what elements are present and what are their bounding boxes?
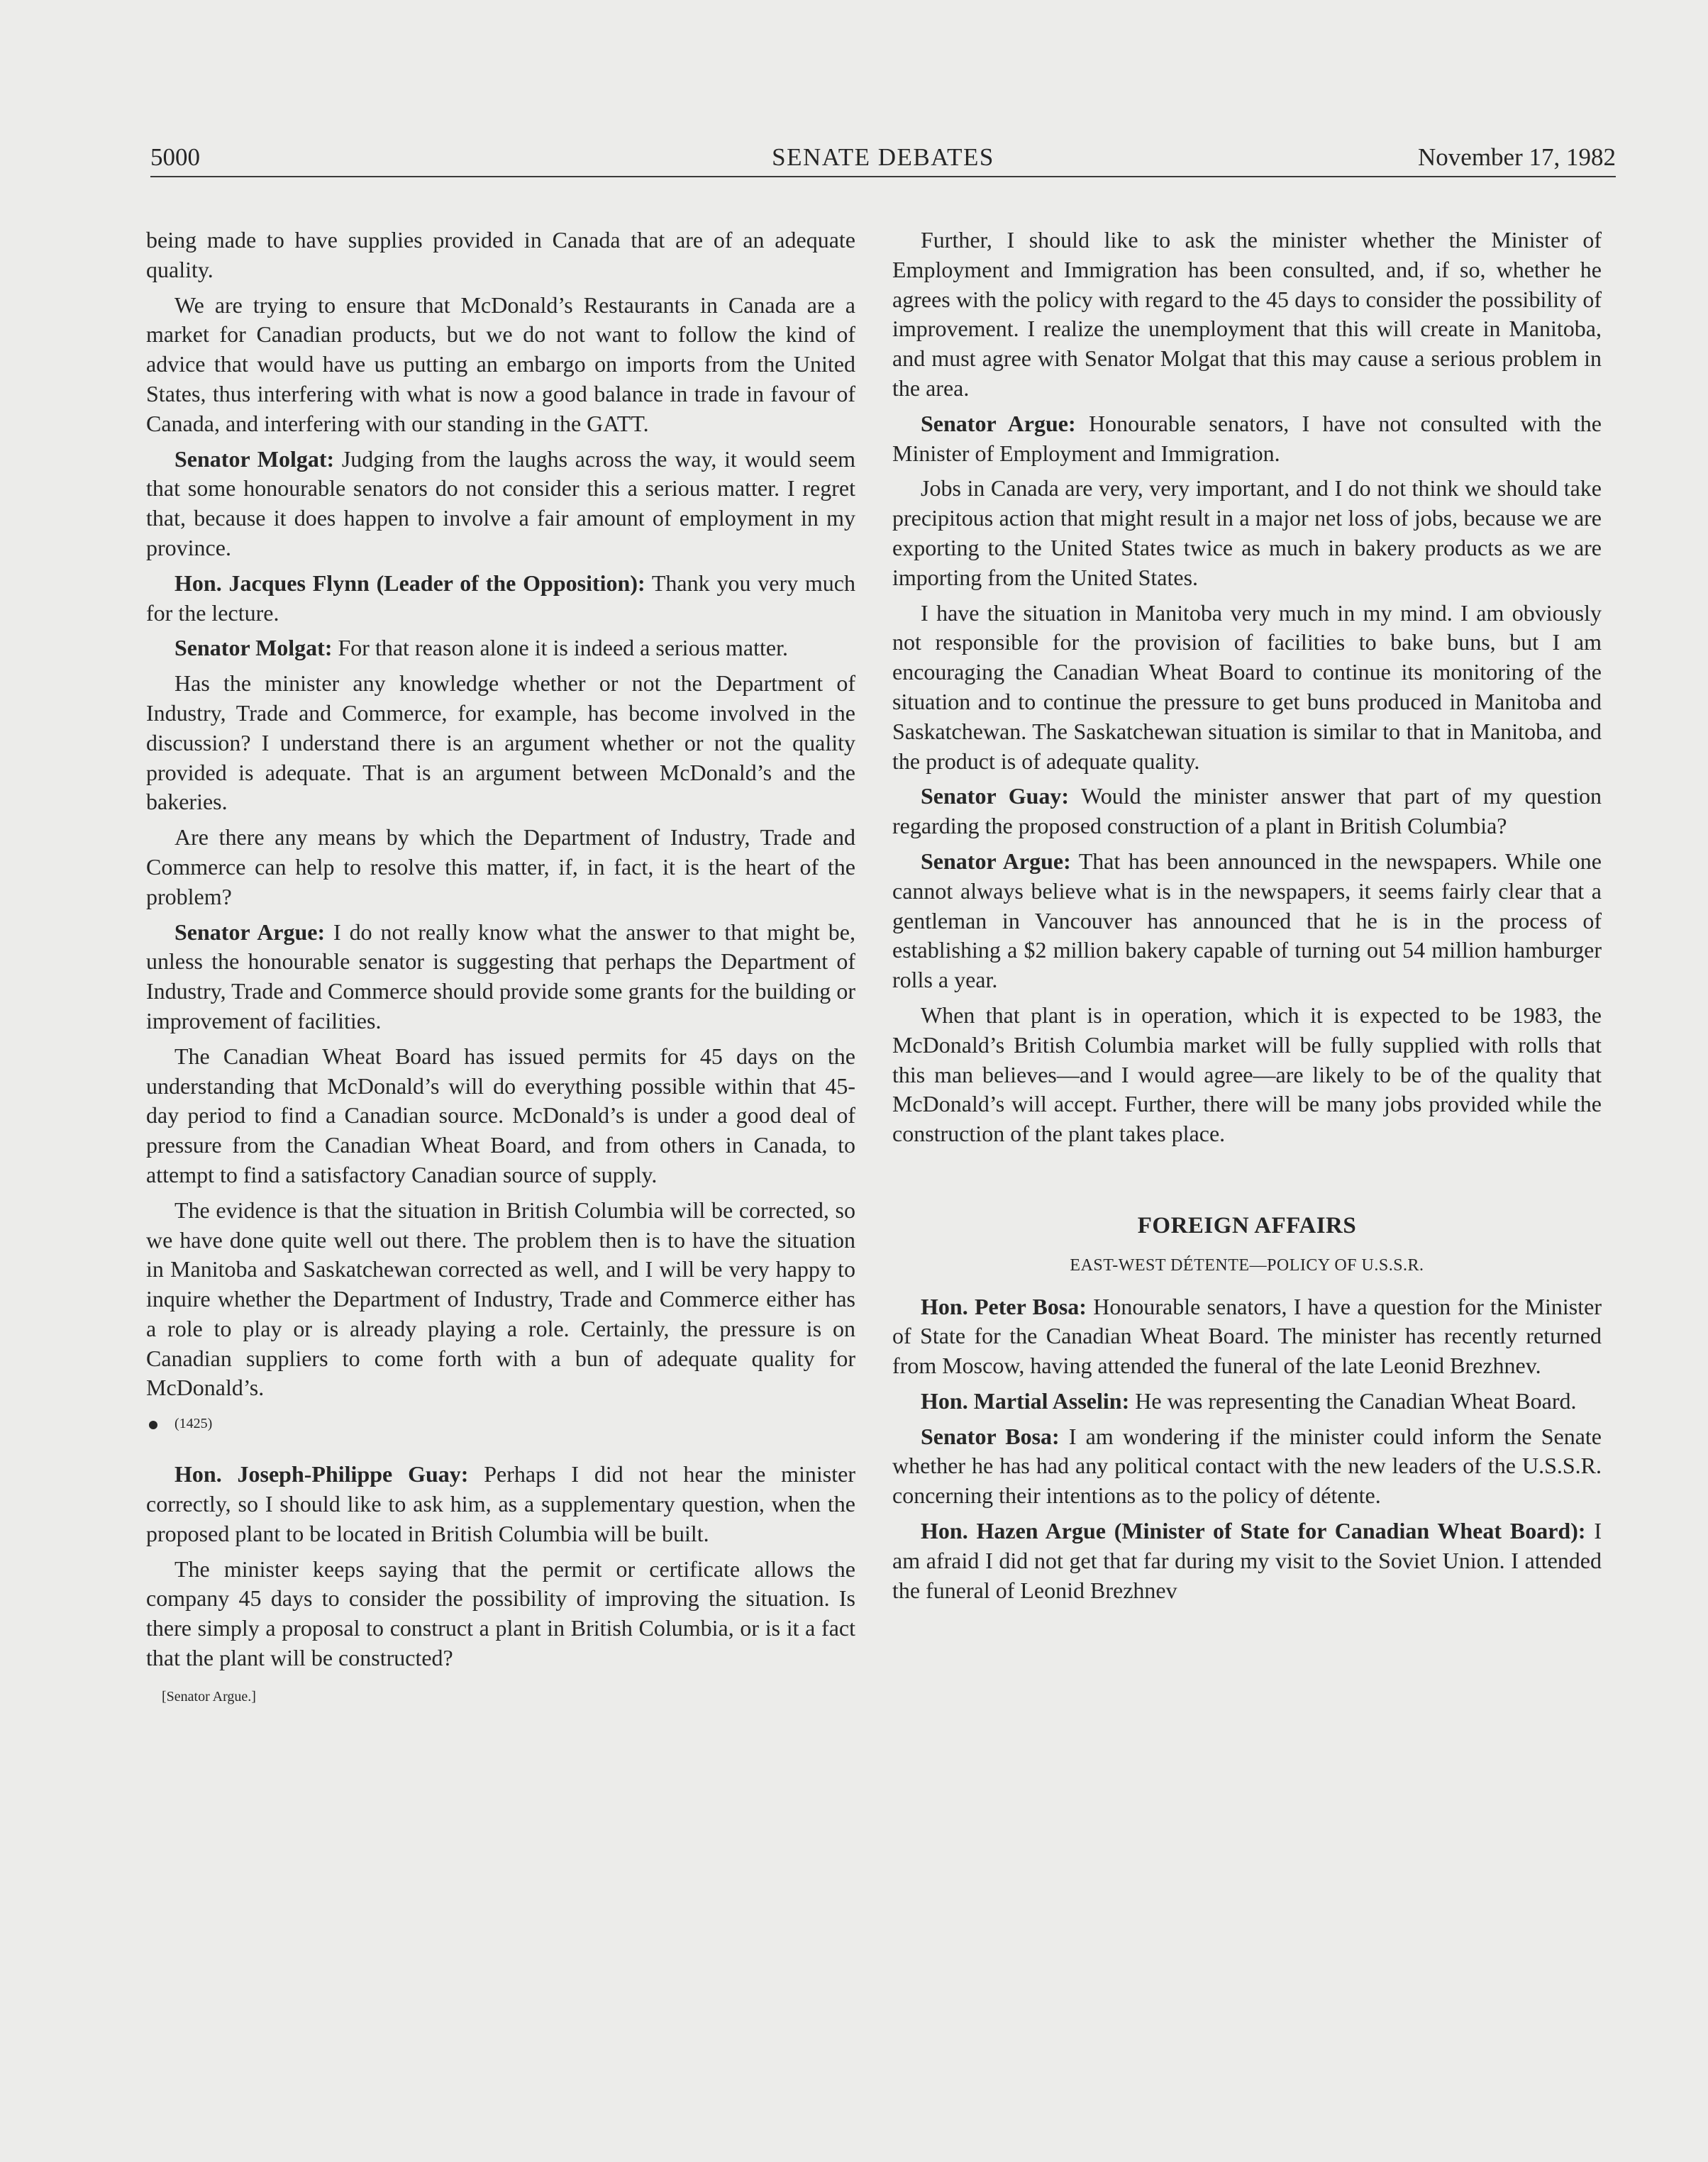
section-subheading: EAST-WEST DÉTENTE—POLICY OF U.S.S.R. bbox=[1070, 1255, 1424, 1275]
paragraph bbox=[146, 1460, 855, 1548]
speaker-name: Hon. Hazen Argue (Minister of State for Canadian Wheat Board): bbox=[921, 1518, 1586, 1544]
speaker-name: Senator Molgat: bbox=[174, 445, 335, 472]
speech-text: Perhaps I did not hear the minister correctly, so I should like to ask him, as a supplementary question, when the proposed plant to be located in British Columbia will be built. bbox=[146, 1461, 856, 1546]
speech-text: Judging from the laughs across the way, it would seem that some honourable senators do not consider this a serious matter. I regret that, because it does happen to involve a fair amount of employment in my province. bbox=[146, 445, 856, 560]
speech-text: For that reason alone it is indeed a serious matter. bbox=[332, 635, 788, 661]
section-heading: FOREIGN AFFAIRS bbox=[1137, 1212, 1357, 1238]
paragraph: I have the situation in Manitoba very much in my mind. I am obviously not responsible for the provision of facilities to bake buns, but I am encouraging the Canadian Wheat Board to continue its monitoring of the situation and to continue the pressure to get buns produced in Manitoba and Saskatchewan. The Saskatchewan situation is similar to that in Manitoba, and the product is of adequate quality. bbox=[892, 599, 1602, 774]
speech-text: Thank you very much for the lecture. bbox=[146, 570, 856, 626]
speaker-name: Senator Bosa: bbox=[921, 1423, 1060, 1449]
speech-text: I am wondering if the minister could inform the Senate whether he has had any political contact with the new leaders of the U.S.S.R. concerning their intentions as to the policy of détente. bbox=[892, 1423, 1602, 1509]
paragraph: Are there any means by which the Department of Industry, Trade and Commerce can help to resolve this matter, if, in fact, it is the heart of the problem? bbox=[146, 824, 855, 909]
paragraph bbox=[892, 1517, 1602, 1605]
speaker-name: Senator Guay: bbox=[921, 783, 1070, 809]
paragraph: The Canadian Wheat Board has issued permits for 45 days on the understanding that McDonald’s will do everything possible within that 45-day period to find a Canadian source. McDonald’s is under a good deal of pressure from the Canadian Wheat Board, and from others in Canada, to attempt to find a satisfactory Canadian source of supply. bbox=[146, 1043, 855, 1187]
paragraph bbox=[146, 633, 855, 663]
paragraph: When that plant is in operation, which it is expected to be 1983, the McDonald’s British Columbia market will be fully supplied with rolls that this man believes—and I would agree—are likely to be of the quality that McDonald’s will accept. Further, there will be many jobs provided while the construction of the plant takes place. bbox=[892, 1002, 1602, 1147]
publication-date: November 17, 1982 bbox=[1418, 143, 1616, 171]
paragraph bbox=[892, 847, 1602, 995]
speaker-name: Senator Argue: bbox=[174, 919, 326, 945]
paragraph bbox=[892, 409, 1602, 469]
paragraph: Has the minister any knowledge whether or not the Department of Industry, Trade and Commerce, for example, has become involved in the discussion? I understand there is an argument whether or not the quality provided is adequate. That is an argument between McDonald’s and the bakeries. bbox=[146, 670, 855, 815]
paragraph bbox=[892, 1422, 1602, 1511]
speech-text: That has been announced in the newspapers. While one cannot always believe what is in the newspapers, it seems fairly clear that a gentleman in Vancouver has announced that he is in the process of establishing a $2 million bakery capable of turning out 54 million hamburger rolls a year. bbox=[892, 848, 1602, 993]
speaker-name: Senator Molgat: bbox=[174, 635, 333, 661]
paragraph: The evidence is that the situation in British Columbia will be corrected, so we have done quite well out there. The problem then is to have the situation in Manitoba and Saskatchewan corrected as well, and I will be very happy to inquire whether the Department of Industry, Trade and Commerce either has a role to play or is already playing a role. Certainly, the pressure is on Canadian suppliers to come forth with a bun of adequate quality for McDonald’s. bbox=[146, 1197, 855, 1401]
paragraph bbox=[146, 918, 855, 1036]
speaker-name: Hon. Peter Bosa: bbox=[921, 1293, 1087, 1319]
paragraph bbox=[892, 1292, 1602, 1381]
paragraph: We are trying to ensure that McDonald’s Restaurants in Canada are a market for Canadian products, but we do not want to follow the kind of advice that would have us putting an embargo on imports from the United States, thus interfering with what is now a good balance in trade in favour of Canada, and interfering with our standing in the GATT. bbox=[146, 292, 855, 436]
left-column bbox=[146, 226, 855, 1707]
page-number: 5000 bbox=[150, 143, 200, 171]
page-header bbox=[150, 142, 1616, 177]
speech-text: I am afraid I did not get that far during my visit to the Soviet Union. I attended the funeral of Leonid Brezhnev bbox=[892, 1518, 1602, 1603]
paragraph bbox=[892, 782, 1602, 841]
speech-text: Honourable senators, I have not consulted with the Minister of Employment and Immigration. bbox=[892, 410, 1602, 466]
speaker-name: Hon. Joseph-Philippe Guay: bbox=[174, 1461, 469, 1487]
speaker-name: Senator Argue: bbox=[921, 410, 1076, 436]
speaker-name: Hon. Jacques Flynn (Leader of the Opposition): bbox=[174, 570, 645, 596]
paragraph bbox=[146, 445, 855, 563]
speaker-name: Hon. Martial Asselin: bbox=[921, 1387, 1130, 1414]
paragraph: being made to have supplies provided in Canada that are of an adequate quality. bbox=[146, 227, 855, 282]
footnote: [Senator Argue.] bbox=[162, 1688, 256, 1704]
speech-text: Honourable senators, I have a question for the Minister of State for the Canadian Wheat Board. The minister has recently returned from Moscow, having attended the funeral of the late Leonid Brezhnev. bbox=[892, 1293, 1602, 1379]
speech-text: He was representing the Canadian Wheat Board. bbox=[1129, 1387, 1577, 1414]
time-marker-text: (1425) bbox=[174, 1416, 213, 1432]
paragraph: The minister keeps saying that the permit or certificate allows the company 45 days to consider the possibility of improving the situation. Is there simply a proposal to construct a plant in British Columbia, or is it a fact that the plant will be constructed? bbox=[146, 1556, 855, 1671]
paragraph bbox=[146, 569, 855, 628]
paragraph bbox=[892, 1387, 1602, 1417]
speech-text: I do not really know what the answer to that might be, unless the honourable senator is suggesting that perhaps the Department of Industry, Trade and Commerce should provide some grants for the building or improvement of facilities. bbox=[146, 919, 856, 1033]
right-column bbox=[892, 226, 1602, 1611]
time-marker bbox=[149, 1413, 855, 1434]
bullet-icon bbox=[149, 1421, 157, 1429]
speaker-name: Senator Argue: bbox=[921, 848, 1071, 874]
paragraph: Jobs in Canada are very, very important, and I do not think we should take precipitous action that might result in a major net loss of jobs, because we are exporting to the United States twice as much in bakery products as we are importing from the United States. bbox=[892, 475, 1602, 590]
speech-text: Would the minister answer that part of my question regarding the proposed construction of a plant in British Columbia? bbox=[892, 783, 1602, 839]
paragraph: Further, I should like to ask the minister whether the Minister of Employment and Immigration has been consulted, and, if so, whether he agrees with the policy with regard to the 45 days to consider the possibility of improvement. I realize the unemployment that this will create in Manitoba, and must agree with Senator Molgat that this may cause a serious problem in the area. bbox=[892, 227, 1602, 401]
publication-title: SENATE DEBATES bbox=[772, 143, 994, 171]
